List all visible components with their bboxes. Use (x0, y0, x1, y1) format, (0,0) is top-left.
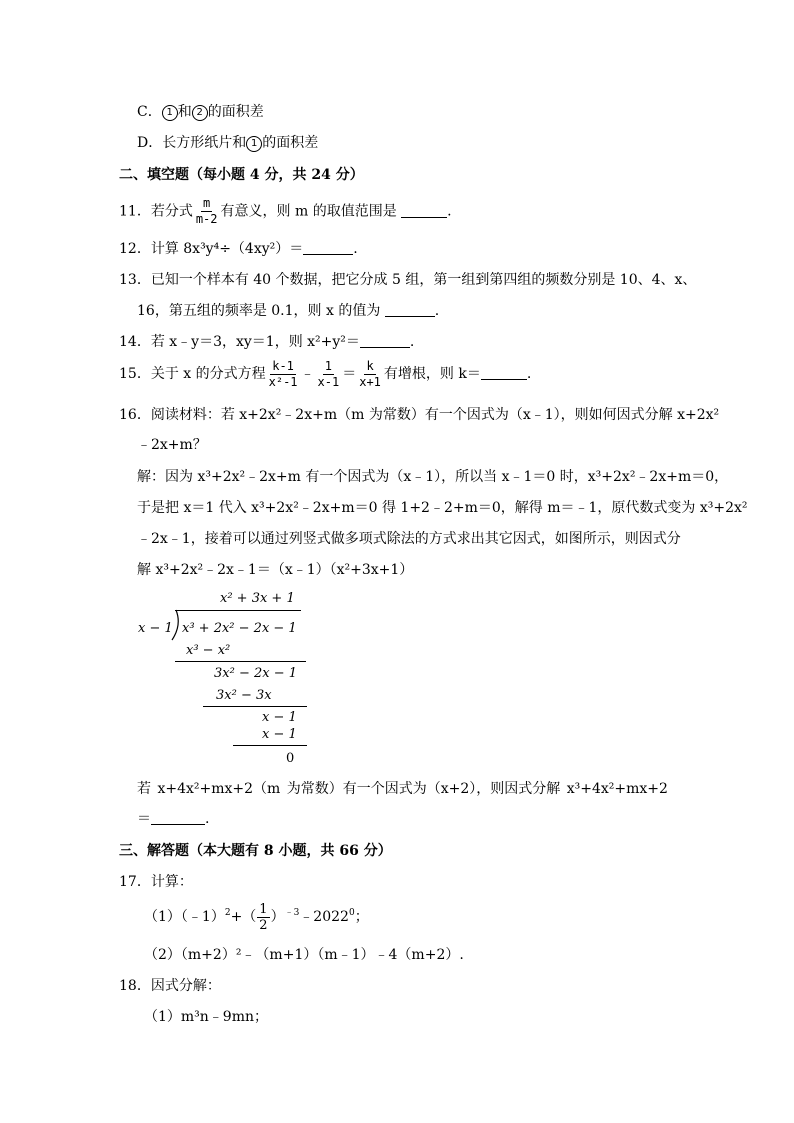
option-c: C． 1 和 2 的面积差 (137, 104, 264, 120)
question-17-title: 17．计算： (119, 874, 193, 890)
rule-1 (175, 661, 306, 662)
answer-blank[interactable] (303, 240, 353, 255)
circled-one-icon: 1 (162, 105, 178, 121)
rule-3 (233, 745, 307, 746)
subtract-step-3: x − 1 (262, 727, 297, 742)
solution-line-4: 解 x³+2x²﹣2x﹣1＝（x﹣1）（x²+3x+1） (137, 562, 414, 578)
circled-two-icon: 2 (192, 105, 208, 121)
solution-line-3: ﹣2x﹣1，接着可以通过列竖式做多项式除法的方式求出其它因式，如图所示，则因式分 (137, 531, 681, 547)
answer-blank[interactable] (360, 333, 410, 348)
question-16-line-1: 16．阅读材料：若 x+2x²﹣2x+m（m 为常数）有一个因式为（x﹣1），则如何因式分解 x+2x² (119, 407, 720, 423)
question-17-part-2: （2）（m+2）²﹣（m+1）（m﹣1）﹣4（m+2）. (144, 947, 464, 963)
answer-blank[interactable] (481, 365, 527, 380)
question-16-line-2: ﹣2x+m？ (137, 437, 207, 453)
dividend: x³ + 2x² − 2x − 1 (182, 621, 297, 636)
question-13-line-1: 13．已知一个样本有 40 个数据，把它分成 5 组，第一组到第四组的频数分别是 10、4、x、 (119, 272, 697, 288)
question-16-ask: 若 x+4x²+mx+2（m 为常数）有一个因式为（x+2），则因式分解 x³+4x²+mx+2 (137, 781, 668, 797)
remainder-1: 3x² − 2x − 1 (214, 666, 298, 681)
question-17-part-1: （1）（﹣1）$^2$+（ $\frac{1}{2}$ ）$^{﹣3}$﹣2022$^0$； (144, 901, 369, 933)
fraction-1-over-x-1: $\frac{1}{x-1}$ (317, 358, 340, 389)
answer-blank[interactable] (151, 810, 205, 825)
question-14: 14．若 x﹣y＝3，xy＝1，则 x²+y²＝ . (119, 334, 415, 350)
fraction-m-over-m-2: $\frac{m}{m-2}$ (195, 196, 218, 226)
remainder-2: x − 1 (262, 710, 297, 725)
fraction-k-1-over-x2-1: $\frac{k-1}{\text{x²-1}}$ (268, 358, 298, 389)
fraction-one-half: $\frac{1}{2}$ (259, 901, 268, 933)
answer-blank[interactable] (401, 203, 447, 218)
question-16-answer: ＝ . (137, 811, 210, 827)
question-18-title: 18．因式分解： (119, 978, 221, 994)
circled-one-icon: 1 (246, 136, 262, 152)
question-12: 12．计算 8x³y⁴÷（4xy²）＝ . (119, 241, 358, 257)
subtract-step-2: 3x² − 3x (216, 688, 272, 703)
rule-2 (203, 706, 307, 707)
question-11: 11．若分式 $\frac{m}{m-2}$ 有意义，则 m 的取值范围是 . (119, 196, 452, 226)
question-15: 15．关于 x 的分式方程 $\frac{k-1}{\text{x²-1}}$ ﹣ $\frac{1}{x-1}$ ＝ $\frac{k}{x+1}$ 有增根，则 k＝ . (119, 358, 532, 389)
final-remainder: 0 (286, 751, 295, 766)
solution-line-2: 于是把 x＝1 代入 x³+2x²﹣2x+m＝0 得 1+2﹣2+m＝0，解得 m＝﹣1，原代数式变为 x³+2x² (137, 500, 748, 516)
fraction-k-over-x+1: $\frac{k}{x+1}$ (359, 358, 381, 389)
quotient: x² + 3x + 1 (220, 591, 295, 606)
option-d: D．长方形纸片和 1 的面积差 (137, 135, 319, 151)
section-fill-in-title: 二、填空题（每小题 4 分，共 24 分） (119, 167, 364, 183)
subtract-step-1: x³ − x² (186, 643, 231, 658)
divisor: x − 1 (138, 621, 173, 636)
question-13-line-2: 16，第五组的频率是 0.1，则 x 的值为 . (137, 303, 440, 319)
division-bar (175, 610, 301, 611)
section-solve-title: 三、解答题（本大题有 8 小题，共 66 分） (119, 843, 392, 859)
solution-line-1: 解：因为 x³+2x²﹣2x+m 有一个因式为（x﹣1），所以当 x﹣1＝0 时，x³+2x²﹣2x+m＝0， (137, 469, 729, 485)
answer-blank[interactable] (385, 302, 435, 317)
question-18-part-1: （1）m³n﹣9mn； (144, 1009, 269, 1025)
